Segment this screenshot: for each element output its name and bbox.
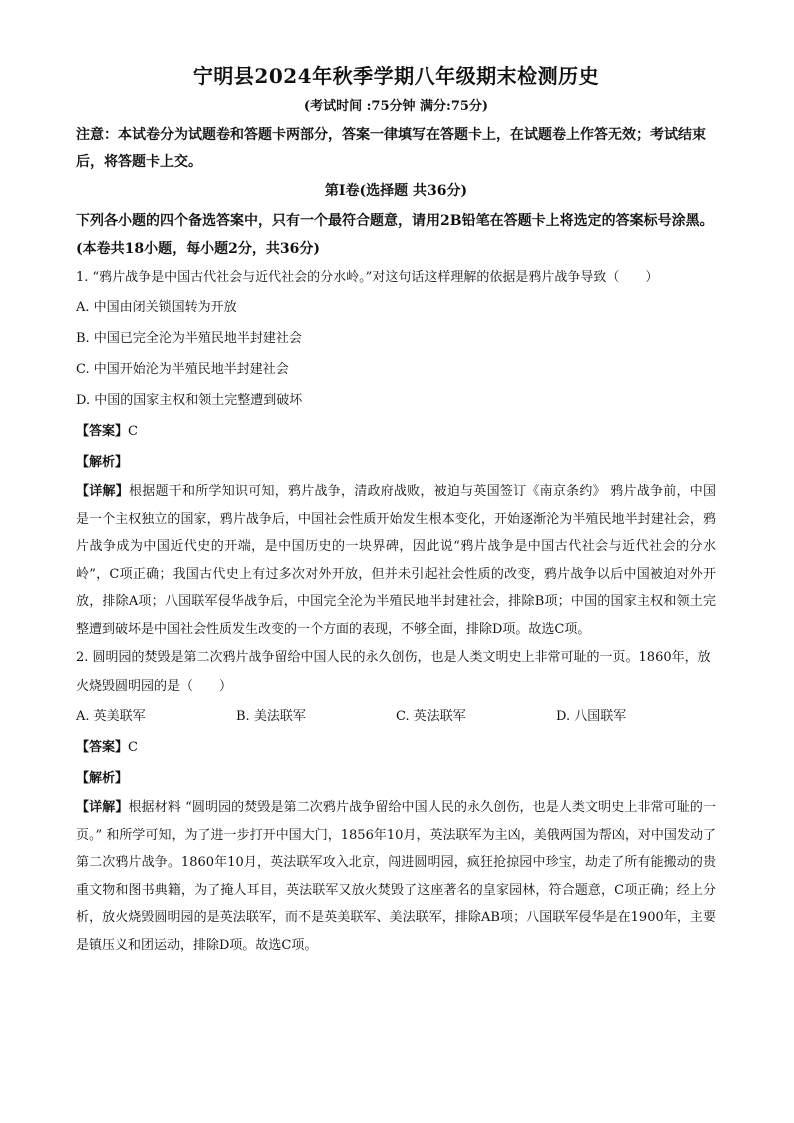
answer-tag: 【答案】 xyxy=(76,424,129,439)
analysis-line xyxy=(76,763,716,794)
option-a: A. 中国由闭关锁国转为开放 xyxy=(76,300,237,315)
exam-subtitle: (考试时间 :75分钟 满分:75分) xyxy=(303,99,489,114)
detail-text: 根据题干和所学知识可知，鸦片战争，清政府战败，被迫与英国签订《南京条约》 鸦片战争前，中国是一个主权独立的国家，鸦片战争后，中国社会性质开始发生根本变化，开始逐渐沦为半殖民地半封建社会，鸦片战争成为中国近代史的开端，是中国历史的一块界碑，因此说“鸦片战争是中国古代社会与近代社会的分水岭”，C项正确；我国古代史上有过多次对外开放，但并未引起社会性质的改变，鸦片战争以后中国被迫对外开放，排除A项；八国联军侵华战争后，中国完全沦为半殖民地半封建社会，排除B项；中国的国家主权和领土完整遭到破坏是中国社会性质发生改变的一个方面的表现，不够全面，排除D项。故选C项。 xyxy=(76,484,716,637)
detail-text: 根据材料 “圆明园的焚毁是第二次鸦片战争留给中国人民的永久创伤，也是人类文明史上非常可耻的一页。” 和所学可知，为了进一步打开中国大门，1856年10月，英法联军为主凶，美俄两国为帮凶，对中国发动了第二次鸦片战争。1860年10月，英法联军攻入北京，闯进圆明园，疯狂抢掠园中珍宝，劫走了所有能搬动的贵重文物和图书典籍，为了掩人耳目，英法联军又放火焚毁了这座著名的皇家园林，符合题意，C项正确；经上分析，放火烧毁圆明园的是英法联军，而不是英美联军、美法联军，排除AB项；八国联军侵华是在1900年，主要是镇压义和团运动，排除D项。故选C项。 xyxy=(76,800,716,953)
answer-line xyxy=(76,732,716,763)
question-stem: 2. 圆明园的焚毁是第二次鸦片战争留给中国人民的永久创伤，也是人类文明史上非常可耻的一页。1860年，放火烧毁圆明园的是（ ） xyxy=(76,650,711,694)
option-d: D. 八国联军 xyxy=(556,709,627,724)
answer-value: C xyxy=(128,424,138,439)
question-1 xyxy=(76,263,716,643)
option-d: D. 中国的国家主权和领土完整遭到破坏 xyxy=(76,393,303,408)
section-instructions: 下列各小题的四个备选答案中，只有一个最符合题意，请用2B铅笔在答题卡上将选定的答案标号涂黑。(本卷共18小题，每小题2分，共36分) xyxy=(76,213,714,257)
option-b: B. 中国已完全沦为半殖民地半封建社会 xyxy=(76,331,302,346)
options-row xyxy=(76,701,716,732)
option-c: C. 中国开始沦为半殖民地半封建社会 xyxy=(76,362,289,377)
option-a: A. 英美联军 xyxy=(76,709,146,724)
question-2 xyxy=(76,643,716,959)
analysis-line xyxy=(76,447,716,478)
answer-tag: 【答案】 xyxy=(76,740,129,755)
analysis-tag: 【解析】 xyxy=(76,455,129,470)
detail-paragraph xyxy=(76,794,716,959)
exam-page xyxy=(76,60,716,959)
question-stem: 1. “鸦片战争是中国古代社会与近代社会的分水岭。”对这句话这样理解的依据是鸦片战争导致（ ） xyxy=(76,270,659,285)
detail-tag: 【详解】 xyxy=(76,800,129,815)
detail-paragraph xyxy=(76,478,716,643)
section-heading: 第Ⅰ卷(选择题 共36分) xyxy=(324,183,468,199)
notice-text: 注意：本试卷分为试题卷和答题卡两部分，答案一律填写在答题卡上，在试题卷上作答无效；考试结束后，将答题卡上交。 xyxy=(76,127,706,170)
analysis-tag: 【解析】 xyxy=(76,771,129,786)
detail-tag: 【详解】 xyxy=(76,484,129,499)
answer-value: C xyxy=(128,740,138,755)
option-b: B. 美法联军 xyxy=(236,709,306,724)
option-c: C. 英法联军 xyxy=(396,709,466,724)
exam-title: 宁明县2024年秋季学期八年级期末检测历史 xyxy=(192,64,600,88)
answer-line xyxy=(76,416,716,447)
